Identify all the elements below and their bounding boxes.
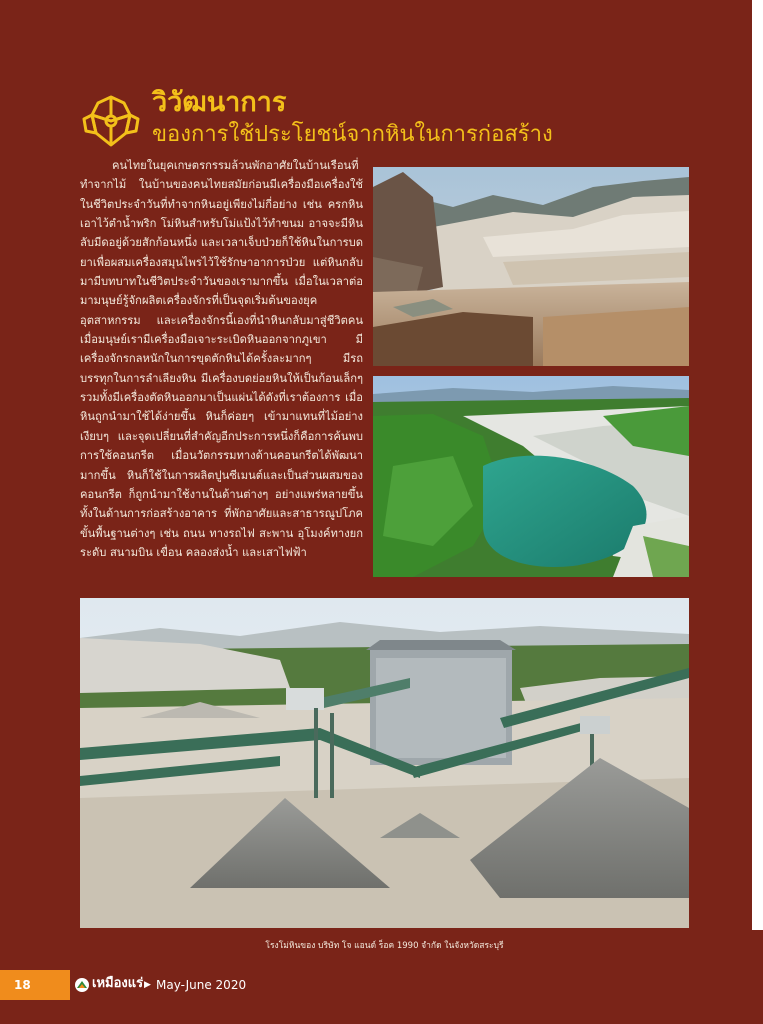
article-body	[80, 156, 363, 562]
quarry-photo	[373, 167, 689, 366]
footer-page-tab	[0, 970, 70, 1000]
photo-caption: โรงโม่หินของ บริษัท โจ แอนด์ ร็อค 1990 จำกัด ในจังหวัดสระบุรี	[265, 941, 504, 951]
crushing-plant-photo	[80, 598, 689, 928]
issue-date: May-June 2020	[156, 978, 247, 992]
page-edge-strip	[752, 0, 763, 930]
diamond-lattice-logo-icon	[80, 93, 142, 149]
article-paragraph: คนไทยในยุคเกษตรกรรมล้วนพักอาศัยในบ้านเรือนที่ทำจากไม้ ในบ้านของคนไทยสมัยก่อนมีเครื่องมือเครื่องใช้ในชีวิตประจำวันที่ทำจากหินอยู่เพียงไม่กี่อย่าง เช่น ครกหินเอาไว้ตำน้ำพริก โม่หินสำหรับโม่แป้งไว้ทำขนม อาจจะมีหินลับมีดอยู่ด้วยสักก้อนหนึ่ง และเวลาเจ็บป่วยก็ใช้หินในการบดยาเพื่อผสมเครื่องสมุนไพรไว้ใช้รักษาอาการป่วย แต่หินกลับมามีบทบาทในชีวิตประจำวันของเรามากขึ้น เมื่อในเวลาต่อมามนุษย์รู้จักผลิตเครื่องจักรที่เป็นจุดเริ่มต้นของยุคอุตสาหกรรม และเครื่องจักรนี้เองที่นำหินกลับมาสู่ชีวิตคน เมื่อมนุษย์เรามีเครื่องมือเจาะระเบิดหินออกจากภูเขา มีเครื่องจักรกลหนักในการขุดตักหินได้ครั้งละมากๆ มีรถบรรทุกในการลำเลียงหิน มีเครื่องบดย่อยหินให้เป็นก้อนเล็กๆ รวมทั้งมีเครื่องตัดหินออกมาเป็นแผ่นได้ดังที่เราต้องการ เมื่อหินถูกนำมาใช้ได้ง่ายขึ้น หินก็ค่อยๆ เข้ามาแทนที่ไม้อย่างเงียบๆ และจุดเปลี่ยนที่สำคัญอีกประการหนึ่งก็คือการค้นพบการใช้คอนกรีต เมื่อนวัตกรรมทางด้านคอนกรีตได้พัฒนามากขึ้น หินก็ใช้ในการผลิตปูนซีเมนต์และเป็นส่วนผสมของคอนกรีต ก็ถูกนำมาใช้งานในด้านต่างๆ อย่างแพร่หลายขึ้น ทั้งในด้านการก่อสร้างอาคาร ที่พักอาศัยและสาธารณูปโภคขั้นพื้นฐานต่างๆ เช่น ถนน ทางรถไฟ สะพาน อุโมงค์ทางยกระดับ สนามบิน เขื่อน คลองส่งน้ำ และเสาไฟฟ้า	[80, 159, 363, 559]
page-title: วิวัฒนาการ	[152, 87, 287, 118]
page-subtitle: ของการใช้ประโยชน์จากหินในการก่อสร้าง	[152, 122, 553, 147]
magazine-name: เหมืองแร่	[92, 976, 144, 991]
page-number: 18	[14, 978, 31, 992]
quarry-lake-photo	[373, 376, 689, 577]
triangle-right-icon: ▶	[144, 980, 151, 990]
mining-emblem-icon	[72, 977, 92, 993]
